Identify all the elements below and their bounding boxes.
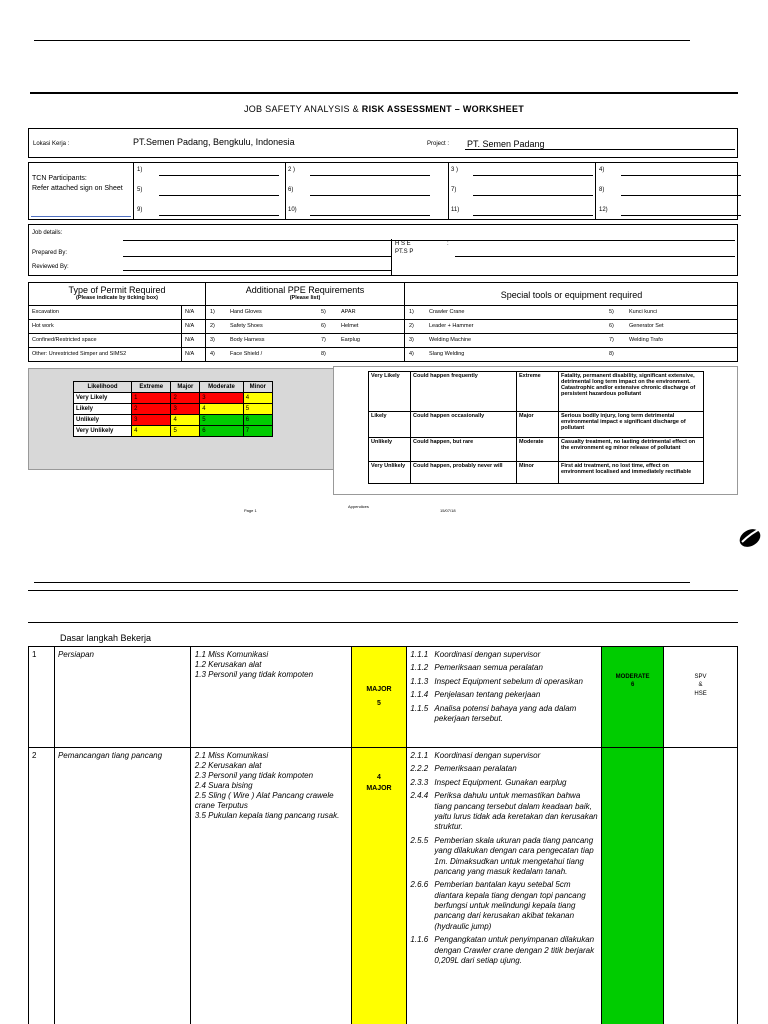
tool-item: Leader + Hammer	[429, 323, 474, 329]
risk-label: MAJOR	[366, 785, 392, 793]
ppe-item: APAR	[341, 309, 356, 315]
participant-number: 11)	[451, 207, 460, 213]
matrix-cell: 4	[132, 426, 171, 437]
matrix-row	[74, 426, 273, 437]
control-item: 2.2.2 Pemeriksaan peralatan	[410, 764, 517, 774]
p2-rule-1	[34, 582, 690, 583]
matrix-cell: 3	[132, 415, 171, 426]
permit-row	[29, 333, 205, 347]
matrix-header-row	[74, 382, 273, 393]
severity-row	[369, 372, 704, 412]
p2-rule-2	[28, 590, 738, 591]
ppe-row	[206, 347, 404, 361]
severity-level: Extreme	[517, 372, 559, 412]
hse-line	[455, 256, 735, 257]
tool-row	[405, 319, 738, 333]
severity-likelihood: Unlikely	[369, 438, 411, 462]
risk-label: MAJOR	[366, 686, 392, 693]
tools-section	[405, 283, 738, 362]
permit-name: Excavation	[32, 309, 59, 315]
ppe-item: Face Shield /	[230, 351, 263, 357]
step-row-2	[29, 748, 738, 1024]
control-item: 1.1.1 Koordinasi dengan supervisor	[410, 650, 541, 659]
participant-line	[621, 195, 741, 196]
step-controls	[407, 748, 602, 1024]
matrix-likelihood: Likely	[74, 404, 132, 415]
control-item: 1.1.6 Pengangkatan untuk penyimpanan dilakukan dengan Crawler crane dengan 2 titik berjarak 0,209L dari setiap ujung.	[410, 935, 595, 966]
matrix-likelihood: Unlikely	[74, 415, 132, 426]
tool-row	[405, 305, 738, 319]
steps-table	[28, 646, 738, 1024]
ppe-row	[206, 319, 404, 333]
severity-body	[369, 372, 704, 484]
severity-likelihood-desc: Could happen, probably never will	[411, 462, 517, 484]
logo-mark-icon	[736, 522, 768, 550]
ppe-row	[206, 305, 404, 319]
matrix-row	[74, 393, 273, 404]
job-details-label: Job details:	[32, 230, 63, 236]
permit-row	[29, 319, 205, 333]
severity-likelihood-desc: Could happen occasionally	[411, 412, 517, 438]
severity-level: Minor	[517, 462, 559, 484]
steps-heading: Dasar langkah Bekerja	[60, 633, 152, 643]
job-details-line	[123, 240, 735, 241]
participant-number: 3 )	[451, 167, 459, 173]
permits-subtitle: (Please indicate by ticking box)	[76, 295, 158, 301]
permit-divider	[181, 334, 182, 348]
ptsp-label: PT.S P	[395, 249, 414, 255]
matrix-cell: 7	[243, 426, 272, 437]
participant-line	[621, 175, 741, 176]
residual-label: MODERATE	[615, 674, 650, 680]
step-row-1	[29, 647, 738, 748]
severity-level: Moderate	[517, 438, 559, 462]
ppe-number: 3)	[210, 337, 215, 343]
matrix-cell: 2	[171, 393, 200, 404]
location-row	[28, 128, 738, 158]
job-divider	[391, 239, 392, 276]
residual-risk	[602, 748, 664, 1024]
matrix-header: Likelihood	[74, 382, 132, 393]
matrix-cell: 4	[243, 393, 272, 404]
participant-number: 7)	[451, 187, 457, 193]
risk-score: 5	[377, 700, 381, 707]
tool-number: 3)	[409, 337, 414, 343]
ppe-item: Hand Gloves	[230, 309, 262, 315]
prepared-by-line	[123, 256, 391, 257]
participant-line	[159, 175, 279, 176]
tool-number: 6)	[609, 323, 614, 329]
requirements-box	[28, 282, 738, 362]
resp-line: &	[698, 682, 703, 689]
participant-number: 2 )	[288, 167, 296, 173]
permit-name: Hot work	[32, 323, 54, 329]
severity-row	[369, 462, 704, 484]
responsible	[664, 647, 738, 748]
p2-rule-3	[28, 622, 738, 623]
control-item: 2.6.6 Pemberian bantalan kayu setebal 5cm diantara kepala tiang dengan topi pancang berfungsi untuk melindungi kepala tiang pancang dari kerusakan akibat tekanan (hydraulic jump)	[410, 880, 586, 931]
permits-section	[29, 283, 205, 362]
step-number: 1	[29, 647, 55, 748]
ppe-number: 1)	[210, 309, 215, 315]
location-label: Lokasi Kerja :	[33, 141, 70, 147]
responsible	[664, 748, 738, 1024]
severity-likelihood-desc: Could happen, but rare	[411, 438, 517, 462]
step-hazards	[190, 647, 351, 748]
risk-rating	[351, 748, 407, 1024]
step-controls	[407, 647, 602, 748]
tool-item: Slang Welding	[429, 351, 465, 357]
matrix-cell: 4	[200, 404, 243, 415]
hazard-item: 2.4 Suara bising	[194, 781, 253, 790]
tool-number: 4)	[409, 351, 414, 357]
reviewed-by-label: Reviewed By:	[32, 264, 69, 270]
severity-likelihood-desc: Could happen frequently	[411, 372, 517, 412]
participant-line	[473, 175, 593, 176]
ppe-number: 2)	[210, 323, 215, 329]
ppe-number: 8)	[321, 351, 326, 357]
job-details-box	[28, 224, 738, 276]
severity-likelihood: Very Likely	[369, 372, 411, 412]
hazard-item: 1.3 Personil yang tidak kompoten	[194, 670, 314, 679]
page-title	[0, 104, 768, 114]
participant-line	[310, 215, 430, 216]
tcn-underline	[31, 216, 131, 217]
matrix-header: Extreme	[132, 382, 171, 393]
resp-line: HSE	[694, 690, 707, 697]
severity-desc: Casualty treatment, no lasting detrimental effect on the environment eg minor release of pollutant	[559, 438, 704, 462]
permit-name: Confined/Restricted space	[32, 337, 97, 343]
participant-number: 5)	[137, 187, 143, 193]
severity-level: Major	[517, 412, 559, 438]
ppe-number: 7)	[321, 337, 326, 343]
residual-risk	[602, 647, 664, 748]
title-prefix: JOB SAFETY ANALYSIS &	[243, 104, 359, 114]
tcn-label: TCN Participants:	[32, 175, 87, 182]
participant-line	[159, 195, 279, 196]
step-hazards	[190, 748, 351, 1024]
footer-appendices: Appendices	[348, 504, 369, 509]
severity-likelihood: Likely	[369, 412, 411, 438]
project-label: Project :	[427, 141, 450, 147]
tool-item: Generator Set	[629, 323, 664, 329]
control-item: 2.4.4 Periksa dahulu untuk memastikan bahwa tiang pancang tersebut dalam keadaan baik, yaitu lurus tidak ada keretakan dan kerusakan struktur.	[410, 791, 598, 832]
risk-rating	[351, 647, 407, 748]
tool-number: 1)	[409, 309, 414, 315]
permit-value: N/A	[185, 323, 195, 329]
hazard-item: 2.2 Kerusakan alat	[194, 761, 262, 770]
participant-number: 12)	[599, 207, 608, 213]
matrix-row	[74, 404, 273, 415]
severity-table	[368, 371, 704, 484]
participant-col-divider	[595, 163, 596, 220]
ppe-number: 5)	[321, 309, 326, 315]
matrix-cell: 1	[132, 393, 171, 404]
matrix-cell: 6	[200, 426, 243, 437]
severity-row	[369, 438, 704, 462]
tools-title: Special tools or equipment required	[500, 290, 643, 300]
step-task: Pemancangan tiang pancang	[54, 748, 190, 1024]
hazard-item: 2.5 Sling ( Wire ) Alat Pancang crawele crane Terputus	[194, 791, 334, 810]
participant-line	[473, 215, 593, 216]
hazard-item: 1.1 Miss Komunikasi	[194, 650, 269, 659]
permit-divider	[181, 320, 182, 334]
severity-panel	[333, 366, 738, 495]
participants-box	[28, 162, 738, 220]
ppe-item: Safety Shoes	[230, 323, 263, 329]
hse-colon: :	[447, 241, 449, 247]
matrix-header: Major	[171, 382, 200, 393]
tool-item: Welding Machine	[429, 337, 472, 343]
tcn-divider	[133, 163, 134, 220]
prepared-by-label: Prepared By:	[32, 250, 68, 256]
matrix-row	[74, 415, 273, 426]
ppe-number: 6)	[321, 323, 326, 329]
participant-number: 6)	[288, 187, 294, 193]
control-item: 2.3.3 Inspect Equipment. Gunakan earplug	[410, 777, 567, 787]
matrix-cell: 3	[171, 404, 200, 415]
control-item: 2.1.1 Koordinasi dengan supervisor	[410, 751, 541, 760]
matrix-header: Moderate	[200, 382, 243, 393]
step-task: Persiapan	[54, 647, 190, 748]
severity-desc: Fatality, permanent disability, significant extensive, detrimental long term impact on the environment. Catastrophic and/or extensive chronic discharge of persistent hazardous pollutant	[559, 372, 704, 412]
ppe-title: Additional PPE Requirements	[245, 285, 365, 295]
participant-number: 8)	[599, 187, 605, 193]
matrix-cell: 6	[243, 415, 272, 426]
tool-number: 5)	[609, 309, 614, 315]
project-underline	[465, 149, 735, 150]
matrix-cell: 5	[171, 426, 200, 437]
severity-likelihood: Very Unlikely	[369, 462, 411, 484]
residual-score: 6	[630, 682, 635, 689]
participant-number: 1)	[137, 167, 143, 173]
hse-label: H S E	[395, 241, 411, 247]
permit-divider	[181, 306, 182, 320]
tool-item: Welding Trafo	[629, 337, 663, 343]
matrix-cell: 5	[243, 404, 272, 415]
ppe-item: Earplug	[341, 337, 360, 343]
tool-row	[405, 333, 738, 347]
permit-divider	[181, 348, 182, 362]
ppe-item: Body Harness	[230, 337, 265, 343]
header-rule	[30, 92, 738, 94]
tool-number: 2)	[409, 323, 414, 329]
hazard-item: 1.2 Kerusakan alat	[194, 660, 262, 669]
project-value: PT. Semen Padang	[467, 139, 545, 149]
tool-number: 7)	[609, 337, 614, 343]
matrix-cell: 3	[200, 393, 243, 404]
tcn-note: Refer attached sign on Sheet	[32, 185, 123, 192]
matrix-body	[74, 393, 273, 437]
permits-title: Type of Permit Required	[68, 285, 166, 295]
severity-desc: Serious bodily injury, long term detrimental environmental impact e significant discharge of pollutant	[559, 412, 704, 438]
matrix-cell: 2	[132, 404, 171, 415]
permit-value: N/A	[185, 337, 195, 343]
participant-line	[473, 195, 593, 196]
permit-value: N/A	[185, 351, 195, 357]
resp-line: SPV	[694, 674, 707, 680]
participant-col-divider	[448, 163, 449, 220]
participant-number: 10)	[288, 207, 297, 213]
risk-score: 4	[377, 774, 381, 781]
ppe-number: 4)	[210, 351, 215, 357]
ppe-row	[206, 333, 404, 347]
tool-number: 8)	[609, 351, 614, 357]
matrix-cell: 5	[200, 415, 243, 426]
hazard-item: 2.3 Personil yang tidak kompoten	[194, 771, 314, 780]
footer-date: 15/07/18	[440, 508, 456, 513]
control-item: 1.1.4 Penjelasan tentang pekerjaan	[410, 690, 541, 700]
participant-number: 9)	[137, 207, 143, 213]
control-item: 2.5.5 Pemberian skala ukuran pada tiang pancang yang dilakukan dengan cara pengecatan tiap 1m. Dimaksudkan untuk mengetahui tiang pancang yang masuk kedalam tanah.	[410, 835, 594, 876]
matrix-header: Minor	[243, 382, 272, 393]
top-rule	[34, 40, 690, 41]
control-item: 1.1.5 Analisa potensi bahaya yang ada dalam pekerjaan tersebut.	[410, 703, 577, 723]
risk-matrix	[73, 381, 273, 437]
matrix-likelihood: Very Unlikely	[74, 426, 132, 437]
participant-col-divider	[285, 163, 286, 220]
tool-item: Kunci kunci	[629, 309, 658, 315]
control-item: 1.1.2 Pemeriksaan semua peralatan	[410, 663, 543, 673]
severity-desc: First aid treatment, no lost time, effect on environment localised and immediately rectifiable	[559, 462, 704, 484]
participant-line	[621, 215, 741, 216]
ppe-item: Helmet	[341, 323, 359, 329]
permit-row	[29, 305, 205, 319]
footer-page: Page 1	[244, 508, 257, 513]
step-number: 2	[29, 748, 55, 1024]
severity-row	[369, 412, 704, 438]
title-bold: RISK ASSESSMENT – WORKSHEET	[361, 104, 525, 114]
matrix-likelihood: Very Likely	[74, 393, 132, 404]
reviewed-by-line	[123, 270, 391, 271]
permit-row	[29, 347, 205, 361]
hazard-item: 3.5 Pukulan kepala tiang pancang rusak.	[194, 811, 340, 820]
tool-item: Crawler Crane	[429, 309, 465, 315]
permit-name: Other: Unrestricted Simper and SIMS2	[32, 351, 127, 357]
hazard-item: 2.1 Miss Komunikasi	[194, 751, 269, 760]
participant-line	[159, 215, 279, 216]
ppe-subtitle: (Please list)	[289, 295, 321, 301]
ppe-section	[206, 283, 404, 362]
location-value: PT.Semen Padang, Bengkulu, Indonesia	[133, 137, 295, 147]
participant-number: 4)	[599, 167, 605, 173]
participant-line	[310, 195, 430, 196]
control-item: 1.1.3 Inspect Equipment sebelum di operasikan	[410, 676, 583, 686]
matrix-cell: 4	[171, 415, 200, 426]
permit-value: N/A	[185, 309, 195, 315]
tool-row	[405, 347, 738, 361]
participant-line	[310, 175, 430, 176]
